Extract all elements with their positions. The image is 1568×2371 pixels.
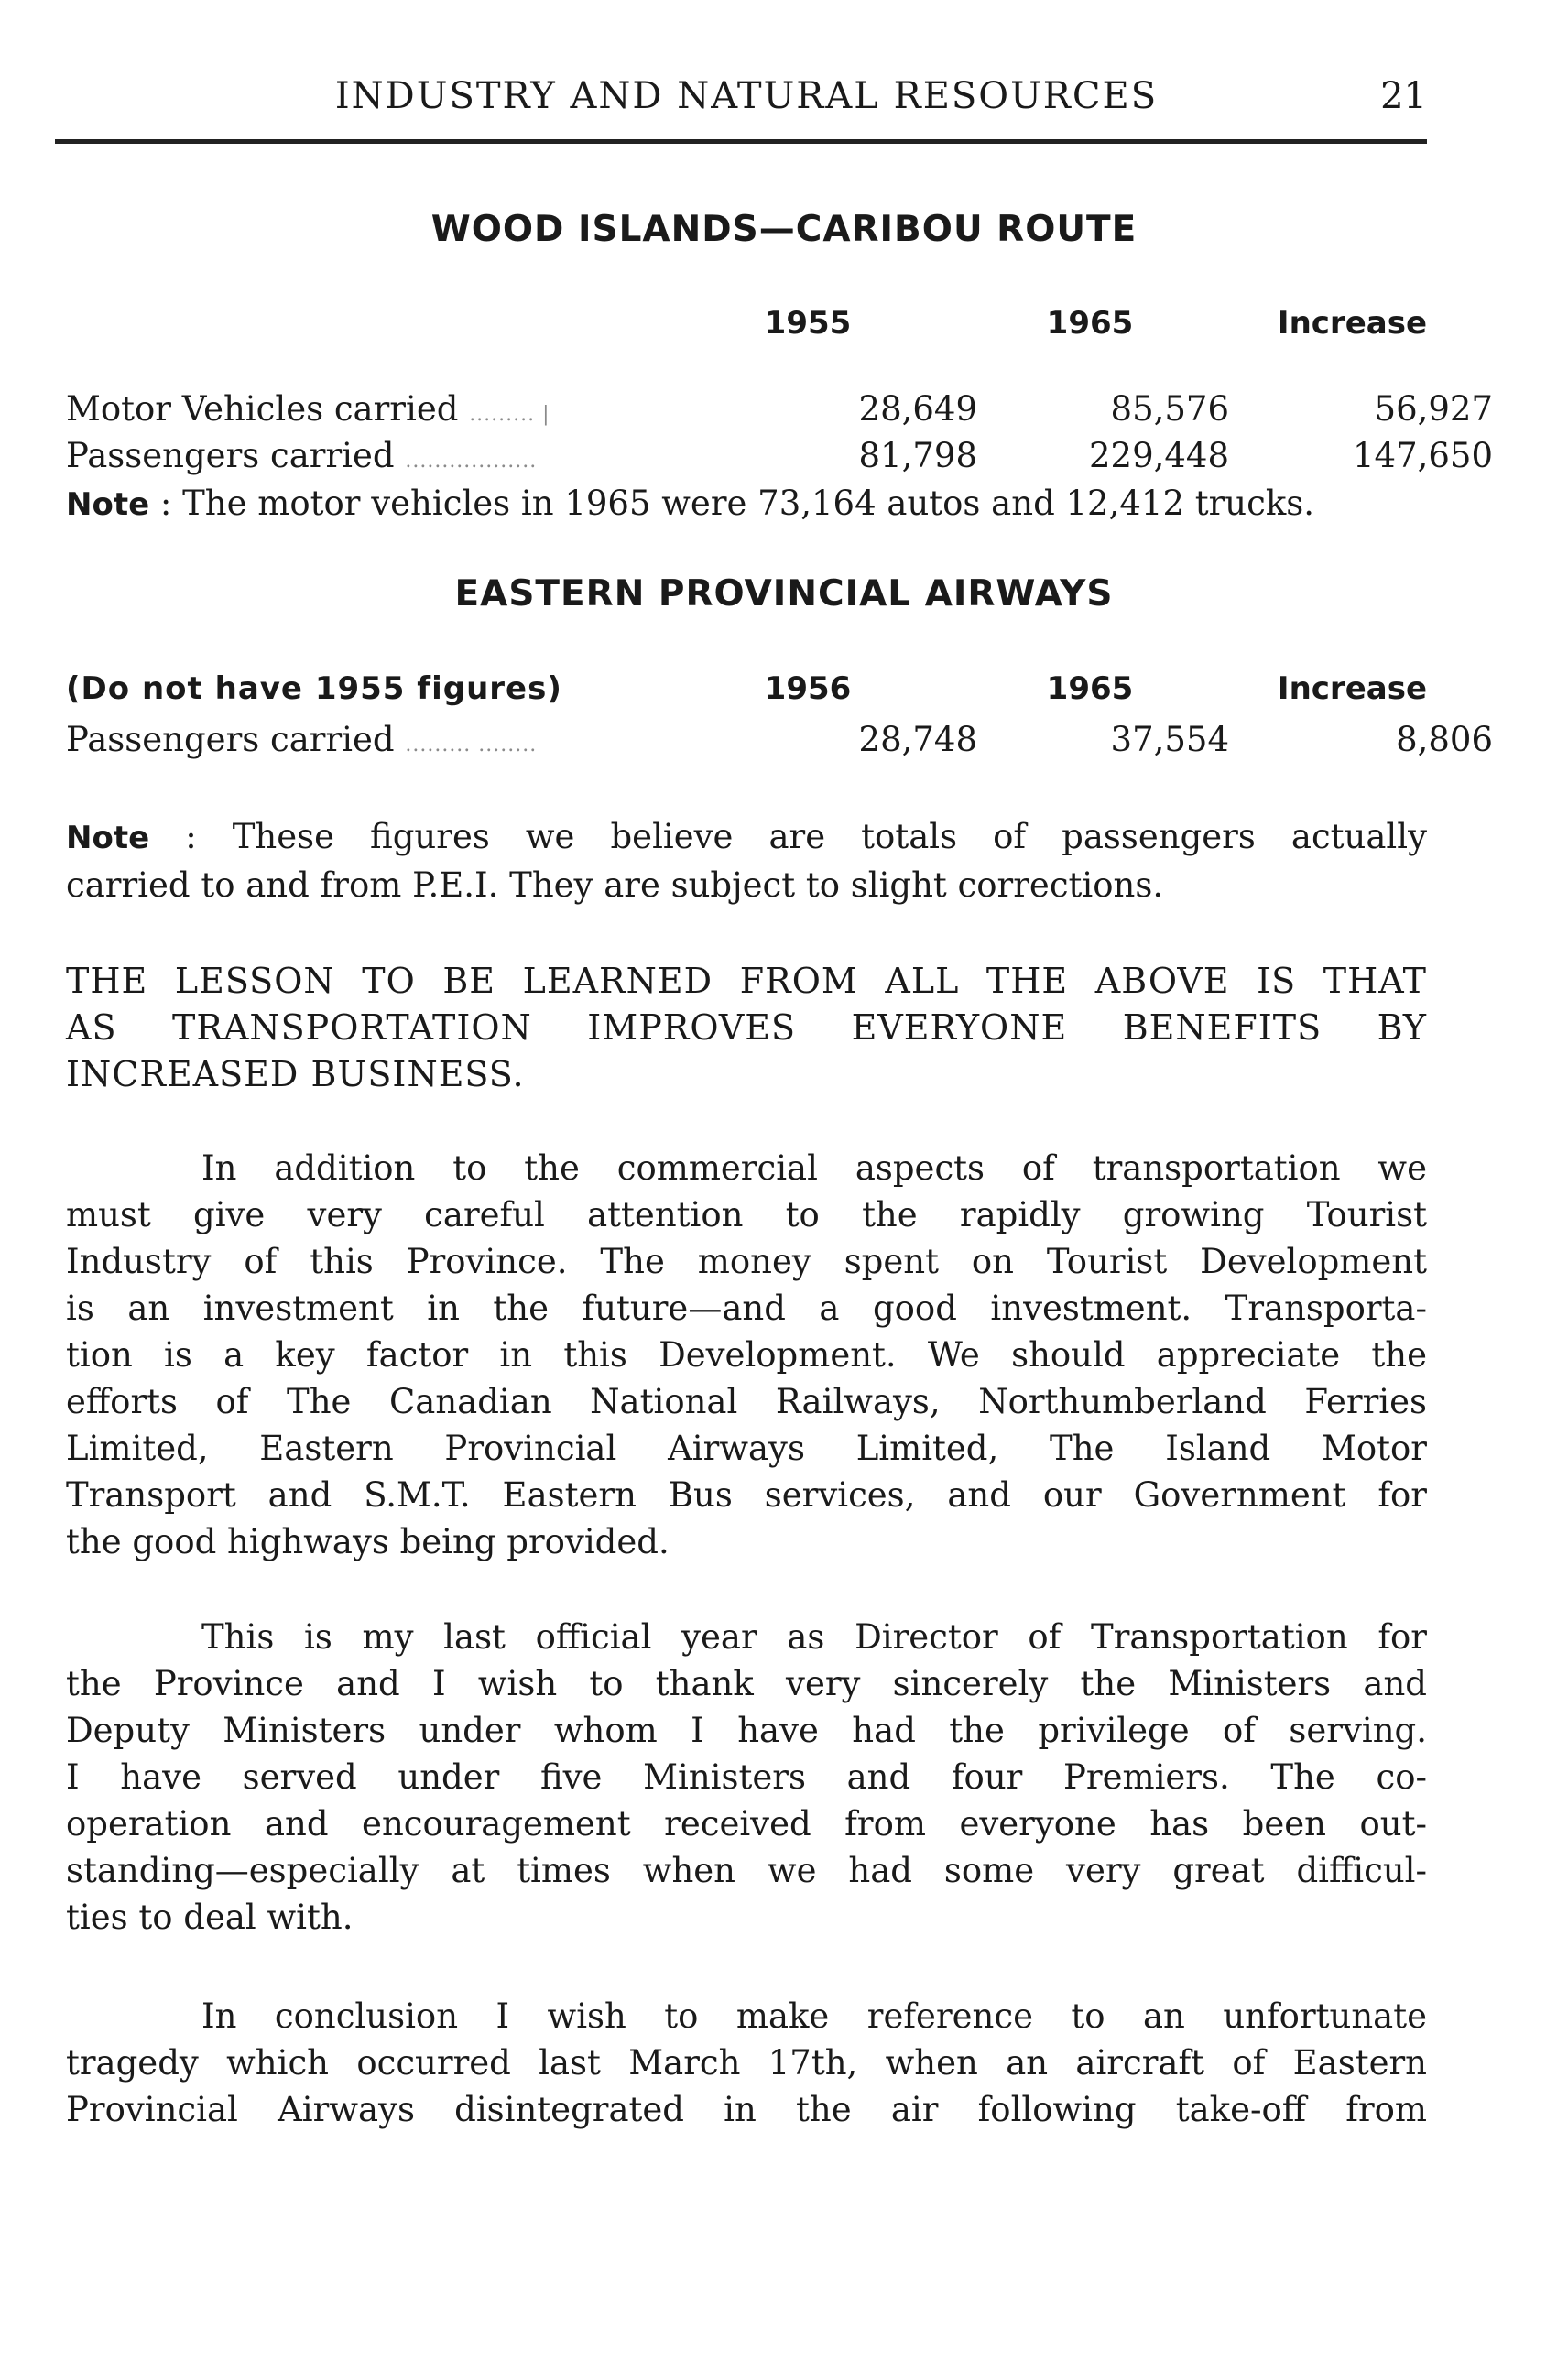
lesson-line: INCREASED BUSINESS. <box>66 1054 525 1094</box>
airways-col-increase: Increase <box>1277 670 1427 707</box>
text-line: operation and encouragement received from everyone has been out- <box>66 1804 1427 1844</box>
text-line: Industry of this Province. The money spent on Tourist Development <box>66 1242 1427 1281</box>
text-line: In conclusion I wish to make reference to an unfortunate <box>201 1996 1427 2036</box>
table-row <box>66 436 1493 482</box>
text-line: the good highways being provided. <box>66 1522 670 1561</box>
wood-islands-title: WOOD ISLANDS—CARIBOU ROUTE <box>430 209 1138 250</box>
lesson-line: AS TRANSPORTATION IMPROVES EVERYONE BENEFITS BY <box>66 1007 1427 1048</box>
cell-value: 28,748 <box>858 720 977 759</box>
text-line: efforts of The Canadian National Railways, Northumberland Ferries <box>66 1382 1427 1421</box>
text-line: is an investment in the future—and a good investment. Transporta- <box>66 1289 1427 1328</box>
cell-value: 229,448 <box>1088 436 1229 475</box>
text-line: Limited, Eastern Provincial Airways Limited, The Island Motor <box>66 1429 1427 1468</box>
text-line: Transport and S.M.T. Eastern Bus services, and our Government for <box>66 1475 1427 1515</box>
header-rule <box>55 139 1427 144</box>
cell-value: 147,650 <box>1352 436 1493 475</box>
text-line: tion is a key factor in this Development. We should appreciate the <box>66 1335 1427 1375</box>
text-line: Deputy Ministers under whom I have had the privilege of serving. <box>66 1711 1427 1750</box>
text-line: standing—especially at times when we had some very great difficul- <box>66 1851 1427 1890</box>
wood-note <box>66 484 1427 529</box>
text-line: Provincial Airways disintegrated in the air following take-off from <box>66 2090 1427 2129</box>
cell-value: 81,798 <box>858 436 977 475</box>
text-line: This is my last official year as Director of Transportation for <box>201 1617 1427 1657</box>
page-number: 21 <box>1380 75 1427 117</box>
text-line: the Province and I wish to thank very sincerely the Ministers and <box>66 1664 1427 1703</box>
row-label: Passengers carried .................. <box>66 436 538 475</box>
running-head <box>66 75 1427 130</box>
cell-value: 37,554 <box>1110 720 1229 759</box>
text-line: I have served under five Ministers and four Premiers. The co- <box>66 1757 1427 1797</box>
cell-value: 28,649 <box>858 389 977 429</box>
note-label: Note <box>66 486 150 523</box>
note-text: : These figures we believe are totals of passengers actually <box>185 817 1428 856</box>
table-row <box>66 720 1493 766</box>
text-line: ties to deal with. <box>66 1898 354 1937</box>
lesson-statement <box>66 958 1427 1098</box>
wood-col-1965: 1965 <box>1046 305 1134 342</box>
note-text: : The motor vehicles in 1965 were 73,164 autos and 12,412 trucks. <box>159 484 1315 523</box>
airways-title: EASTERN PROVINCIAL AIRWAYS <box>454 573 1114 615</box>
paragraph-conclusion <box>66 1993 1427 2133</box>
text-line: must give very careful attention to the rapidly growing Tourist <box>66 1195 1427 1234</box>
cell-value: 8,806 <box>1396 720 1493 759</box>
lesson-line: THE LESSON TO BE LEARNED FROM ALL THE ABOVE IS THAT <box>66 961 1427 1001</box>
row-label: Motor Vehicles carried ......... | <box>66 389 550 429</box>
text-line: tragedy which occurred last March 17th, when an aircraft of Eastern <box>66 2043 1427 2083</box>
airways-col-1965: 1965 <box>1046 670 1134 707</box>
paragraph-tourism <box>66 1145 1427 1565</box>
text-line: In addition to the commercial aspects of transportation we <box>201 1148 1427 1188</box>
airways-note <box>66 813 1427 908</box>
note-label: Note <box>66 820 150 856</box>
airways-subhead: (Do not have 1955 figures) <box>66 670 562 707</box>
note-text: carried to and from P.E.I. They are subject to slight corrections. <box>66 865 1164 905</box>
wood-col-1955: 1955 <box>764 305 852 342</box>
cell-value: 56,927 <box>1374 389 1493 429</box>
wood-col-increase: Increase <box>1277 305 1427 342</box>
table-row <box>66 389 1493 435</box>
airways-col-1956: 1956 <box>764 670 852 707</box>
paragraph-farewell <box>66 1614 1427 1941</box>
row-label: Passengers carried ......... ........ <box>66 720 538 759</box>
cell-value: 85,576 <box>1110 389 1229 429</box>
running-title: INDUSTRY AND NATURAL RESOURCES <box>334 75 1159 117</box>
